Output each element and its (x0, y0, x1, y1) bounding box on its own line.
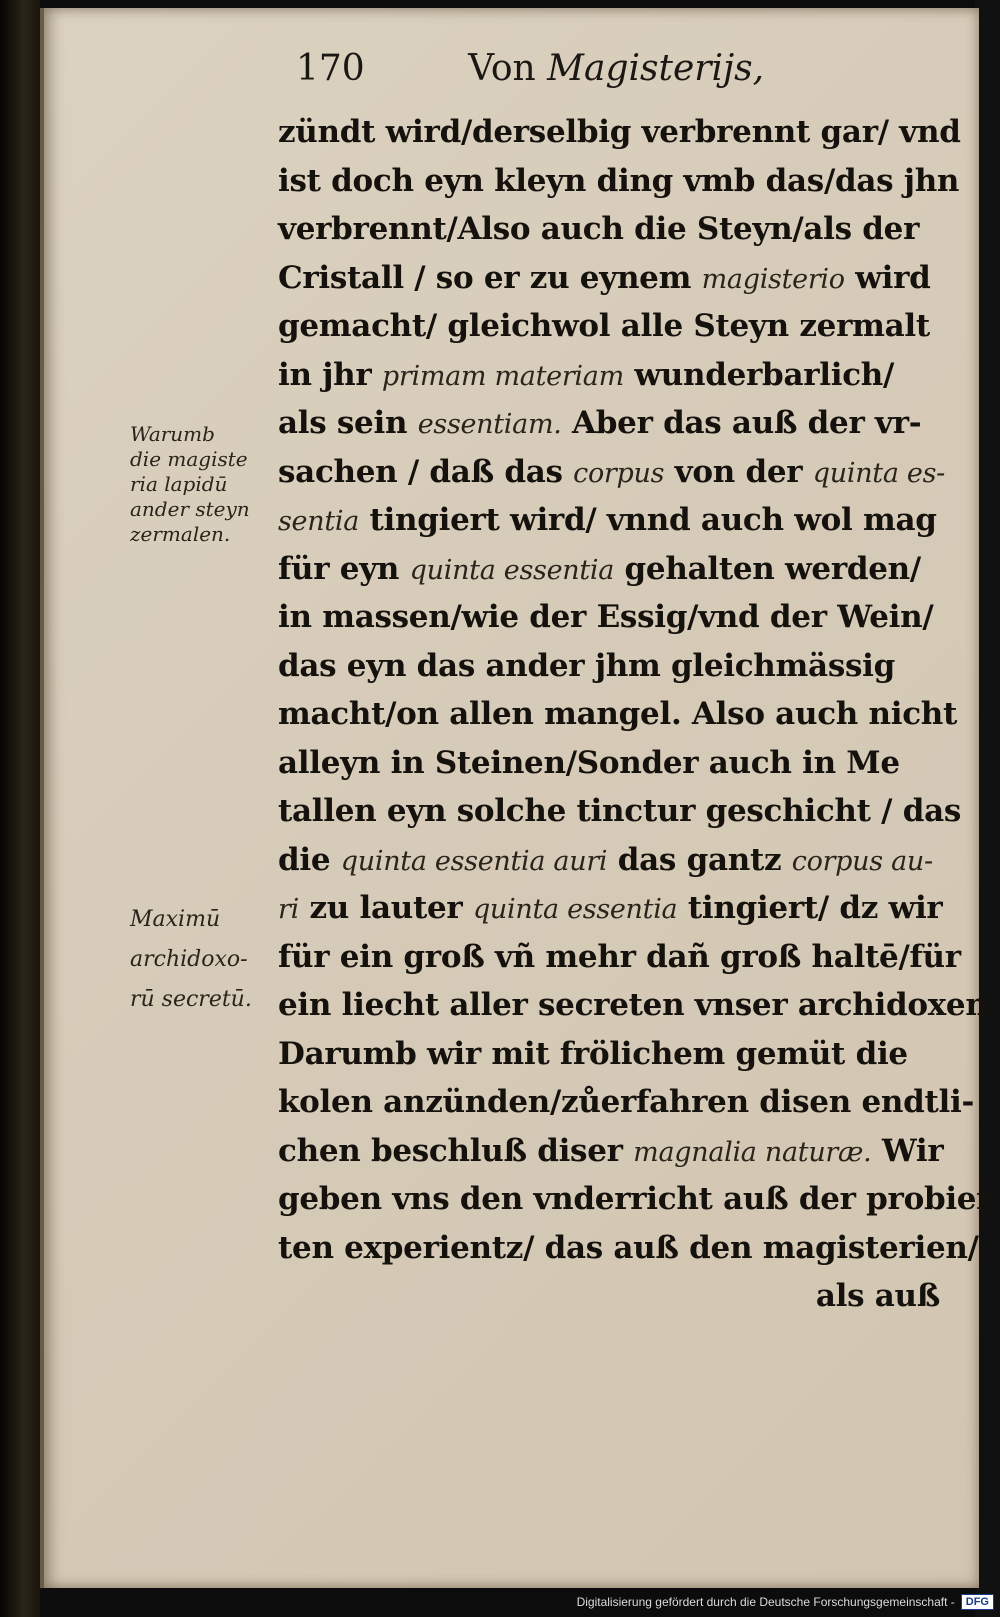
text-line (278, 254, 958, 303)
text-line (278, 448, 958, 497)
text-line (278, 157, 958, 206)
text-run: in massen/wie der Essig/vnd der Wein/ (278, 599, 934, 635)
text-run: als sein (278, 405, 418, 441)
latin-term: quinta es- (812, 457, 945, 489)
text-run: Darumb wir mit frölichem gemüt die (278, 1035, 908, 1072)
text-run: wird (844, 259, 931, 296)
marginal-line: rū secretū. (130, 987, 252, 1012)
text-run: ten experientz/ das auß den magisterien/ (278, 1229, 979, 1266)
text-run: als auß (815, 1278, 940, 1314)
marginal-line: zermalen. (130, 522, 231, 546)
text-line (278, 981, 999, 1030)
text-run: verbrennt/Also auch die Steyn/als der (278, 211, 920, 247)
text-line (278, 302, 958, 351)
text-line (278, 399, 958, 448)
marginal-line: die magiste (130, 447, 248, 471)
text-line (278, 1030, 958, 1079)
text-line (278, 205, 958, 254)
text-run: ein liecht aller secreten vnser archidoxen. (278, 987, 999, 1023)
text-line (278, 836, 958, 885)
text-line (278, 787, 962, 836)
latin-term: magisterio (701, 263, 845, 295)
text-line (278, 593, 958, 642)
text-run: die (278, 841, 341, 878)
text-run: für eyn (278, 550, 410, 587)
text-line (278, 739, 958, 788)
marginal-note-2 (130, 900, 280, 1020)
text-run: in jhr (278, 356, 382, 393)
text-run: zu lauter (298, 890, 473, 926)
text-run: gemacht/ gleichwol alle Steyn zermalt (278, 308, 930, 344)
page-number: 170 (296, 48, 365, 89)
text-run: geben vns den vnderricht auß der probier (278, 1181, 993, 1217)
text-line (278, 1127, 958, 1176)
marginal-line: Maximū (130, 907, 221, 932)
text-run: macht/on allen mangel. Also auch nicht (278, 696, 958, 732)
text-line (278, 933, 961, 982)
text-line (278, 496, 958, 545)
latin-term: quinta essentia (472, 894, 678, 925)
text-line (278, 545, 958, 594)
text-run: Cristall / so er zu eynem (278, 259, 702, 296)
text-line (278, 1175, 993, 1224)
text-line (278, 642, 958, 691)
text-run: von der (664, 453, 813, 490)
text-line (278, 1224, 979, 1273)
text-run: gehalten werden/ (614, 550, 921, 587)
latin-term: quinta essentia auri (340, 845, 608, 877)
text-line (278, 1078, 975, 1127)
marginal-line: ander steyn (130, 497, 250, 521)
text-run: zündt wird/derselbig verbrennt gar/ vnd (278, 114, 961, 150)
book-gutter (0, 0, 40, 1617)
latin-term: sentia (278, 506, 360, 537)
text-run: Aber das auß der vr- (561, 405, 922, 441)
text-line (278, 884, 958, 933)
text-line (278, 351, 958, 400)
latin-term: magnalia naturæ. (633, 1136, 872, 1168)
running-header (296, 48, 764, 98)
text-run: tingiert wird/ vnnd auch wol mag (359, 502, 937, 538)
text-line (278, 108, 961, 157)
text-run: das eyn das ander jhm gleichmässig (278, 647, 895, 684)
marginal-line: Warumb (130, 422, 215, 446)
text-run: ist doch eyn kleyn ding vmb das/das jhn (278, 162, 960, 199)
text-run: Wir (871, 1132, 944, 1169)
latin-term: primam materiam (381, 360, 624, 392)
text-run: kolen anzünden/zůerfahren disen endtli- (278, 1084, 975, 1120)
text-run: sachen / daß das (278, 453, 574, 490)
marginal-line: ria lapidū (130, 472, 228, 496)
text-run: für ein groß vñ mehr dañ groß haltē/für (278, 938, 961, 975)
text-run: alleyn in Steinen/Sonder auch in Me (278, 744, 900, 781)
body-text (278, 108, 999, 1321)
latin-term: corpus au- (791, 845, 933, 877)
latin-term: quinta essentia (409, 554, 615, 586)
footer-text: Digitalisierung gefördert durch die Deutsche Forschungsgemeinschaft - (576, 1595, 955, 1609)
text-run: tallen eyn solche tinctur geschicht / das (278, 793, 962, 829)
text-run: chen beschluß diser (278, 1132, 634, 1169)
text-run: tingiert/ dz wir (677, 890, 943, 926)
latin-term: essentiam. (417, 409, 562, 440)
latin-term: corpus (573, 457, 665, 489)
latin-term: ri (278, 894, 299, 925)
text-line (278, 690, 958, 739)
footer-credit (577, 1591, 1000, 1613)
dfg-logo: DFG (961, 1594, 994, 1610)
marginal-note-1 (130, 422, 280, 547)
running-title: Von Magisterijs, (468, 48, 765, 89)
text-line (278, 1272, 958, 1321)
text-run: das gantz (607, 841, 792, 878)
text-run: wunderbarlich/ (623, 356, 895, 393)
marginal-line: archidoxo- (130, 947, 248, 972)
